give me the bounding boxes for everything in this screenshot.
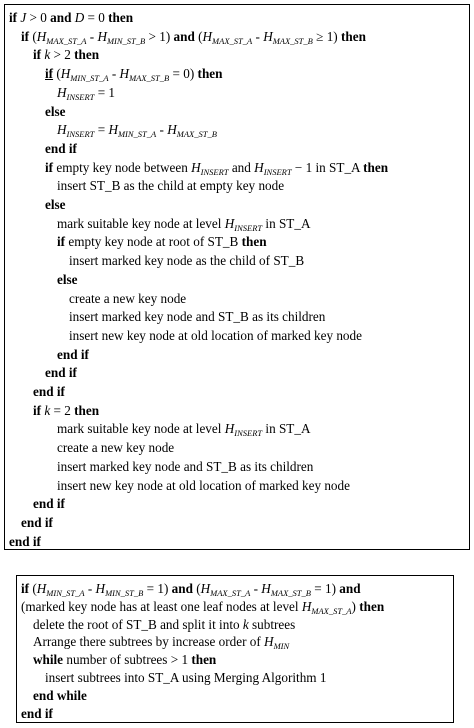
code-line bbox=[45, 102, 66, 121]
keyword: then bbox=[74, 402, 100, 418]
subscript: INSERT bbox=[66, 129, 95, 140]
code-text: - bbox=[156, 122, 168, 138]
code-text: subtrees bbox=[248, 616, 296, 632]
code-line bbox=[45, 139, 77, 158]
code-text: in ST_A bbox=[262, 215, 311, 231]
keyword: then bbox=[241, 234, 267, 250]
code-text: H bbox=[254, 159, 264, 175]
code-line bbox=[33, 45, 99, 64]
keyword: then bbox=[363, 159, 389, 175]
keyword: if bbox=[45, 66, 54, 82]
keyword: and bbox=[171, 581, 197, 596]
code-line bbox=[9, 532, 41, 551]
keyword: then bbox=[359, 598, 385, 614]
code-text: k bbox=[44, 402, 51, 418]
keyword: if bbox=[21, 581, 33, 596]
code-line bbox=[57, 457, 313, 476]
subscript: MAX_ST_B bbox=[272, 35, 313, 46]
code-text: ) bbox=[351, 598, 360, 614]
keyword: if bbox=[33, 402, 45, 418]
code-line bbox=[45, 195, 66, 214]
keyword: else bbox=[45, 197, 66, 212]
code-line bbox=[21, 513, 53, 532]
code-line bbox=[57, 232, 267, 251]
code-text: = 2 bbox=[50, 402, 75, 418]
keyword: and bbox=[339, 581, 361, 596]
code-text: insert new key node at old location of marked key node bbox=[57, 477, 350, 493]
subscript: MAX_ST_A bbox=[210, 588, 251, 598]
code-text: H bbox=[200, 581, 211, 596]
keyword: end if bbox=[21, 514, 53, 530]
code-line bbox=[33, 401, 99, 420]
keyword: end if bbox=[33, 384, 65, 399]
code-line bbox=[57, 83, 115, 102]
keyword: if bbox=[45, 159, 57, 175]
keyword: while bbox=[33, 652, 67, 668]
code-text: H bbox=[224, 421, 235, 437]
subscript: MAX_ST_B bbox=[129, 73, 170, 84]
subscript: INSERT bbox=[234, 428, 263, 439]
code-text: - bbox=[250, 581, 262, 596]
code-text: H bbox=[60, 66, 71, 82]
code-text: H bbox=[264, 634, 274, 650]
code-text: ≥ 1) bbox=[312, 28, 341, 44]
code-text: H bbox=[167, 122, 177, 138]
code-text: mark suitable key node at level bbox=[57, 421, 225, 437]
code-text: ( bbox=[53, 66, 61, 82]
code-text: create a new key node bbox=[69, 290, 187, 306]
subscript: MIN_ST_A bbox=[117, 129, 157, 140]
code-line bbox=[45, 363, 77, 382]
subscript: INSERT bbox=[263, 166, 292, 177]
code-text: - bbox=[108, 66, 120, 82]
code-text: insert subtrees into ST_A using Merging Algorithm 1 bbox=[45, 670, 327, 685]
code-text: H bbox=[95, 581, 106, 596]
code-text: ( bbox=[32, 581, 37, 596]
code-line bbox=[57, 476, 350, 495]
code-line bbox=[33, 686, 87, 705]
code-line bbox=[33, 650, 216, 669]
subscript: MIN_ST_A bbox=[46, 588, 85, 598]
keyword: end if bbox=[33, 496, 65, 512]
code-line bbox=[9, 8, 133, 27]
code-text: insert marked key node and ST_B as its children bbox=[69, 309, 326, 325]
code-text: > 2 bbox=[50, 47, 75, 63]
code-text: H bbox=[301, 598, 312, 614]
code-text: insert new key node at old location of marked key node bbox=[69, 327, 362, 343]
code-text: H bbox=[36, 28, 47, 44]
code-text: − 1 in ST_A bbox=[291, 159, 364, 175]
code-text: ( bbox=[198, 28, 203, 44]
keyword: if bbox=[21, 28, 33, 44]
code-line bbox=[33, 382, 65, 401]
subscript: MIN_ST_B bbox=[105, 588, 144, 598]
code-line bbox=[57, 120, 217, 139]
code-text: H bbox=[261, 581, 271, 596]
code-text: H bbox=[57, 122, 67, 138]
keyword: then bbox=[74, 47, 100, 63]
keyword: end if bbox=[45, 365, 77, 381]
keyword: then bbox=[108, 10, 134, 25]
code-text: > 0 bbox=[26, 10, 51, 25]
code-line bbox=[33, 494, 65, 513]
code-text: H bbox=[202, 28, 213, 44]
keyword: end if bbox=[45, 140, 77, 156]
keyword: and bbox=[50, 10, 75, 25]
keyword: then bbox=[191, 652, 217, 668]
code-line bbox=[33, 632, 289, 651]
subscript: MAX_ST_A bbox=[212, 35, 253, 46]
code-text: in ST_A bbox=[262, 421, 311, 437]
keyword: then bbox=[340, 28, 366, 44]
code-line bbox=[57, 345, 89, 364]
keyword: then bbox=[197, 66, 223, 82]
code-text: create a new key node bbox=[57, 440, 175, 456]
subscript: MIN_ST_B bbox=[106, 35, 146, 46]
subscript: MAX_ST_A bbox=[311, 605, 352, 616]
code-text: J bbox=[20, 10, 27, 25]
code-line bbox=[21, 579, 361, 598]
keyword: else bbox=[57, 271, 78, 287]
keyword: end if bbox=[57, 346, 89, 362]
code-text: and bbox=[228, 159, 255, 175]
subscript: MIN bbox=[273, 641, 290, 652]
code-line bbox=[57, 438, 174, 457]
code-text: H bbox=[57, 84, 67, 100]
code-text: empty key node at root of ST_B bbox=[68, 234, 242, 250]
code-text: H bbox=[108, 122, 118, 138]
code-text: delete the root of ST_B and split it into bbox=[33, 616, 243, 632]
code-text: number of subtrees > 1 bbox=[66, 652, 192, 668]
algorithm-box-merge bbox=[16, 575, 454, 723]
code-text: D bbox=[74, 10, 85, 25]
code-line bbox=[57, 176, 284, 195]
code-text: Arrange there subtrees by increase order of bbox=[33, 634, 265, 650]
code-line bbox=[45, 64, 222, 83]
code-line bbox=[33, 615, 295, 634]
keyword: end while bbox=[33, 687, 87, 703]
code-line bbox=[45, 158, 388, 177]
code-text: H bbox=[97, 28, 107, 44]
keyword: else bbox=[45, 103, 66, 119]
code-line bbox=[21, 597, 384, 616]
code-text: H bbox=[119, 66, 130, 82]
subscript: MAX_ST_B bbox=[176, 129, 217, 140]
code-text: = 0) bbox=[169, 66, 198, 82]
subscript: INSERT bbox=[66, 91, 95, 102]
code-text: H bbox=[191, 159, 201, 175]
code-text: - bbox=[86, 28, 98, 44]
code-text: - bbox=[84, 581, 96, 596]
code-line bbox=[69, 326, 362, 345]
code-text: ( bbox=[32, 28, 37, 44]
code-line bbox=[21, 27, 366, 46]
keyword: if bbox=[9, 10, 21, 25]
code-line bbox=[69, 251, 304, 270]
code-text: H bbox=[36, 581, 47, 596]
code-line bbox=[57, 419, 310, 438]
code-line bbox=[69, 307, 325, 326]
subscript: INSERT bbox=[200, 166, 229, 177]
keyword: end if bbox=[9, 533, 41, 549]
code-text: (marked key node has at least one leaf nodes at level bbox=[21, 598, 302, 614]
code-text: insert marked key node and ST_B as its children bbox=[57, 458, 314, 474]
subscript: INSERT bbox=[234, 222, 263, 233]
code-text: ( bbox=[196, 581, 201, 596]
code-text: mark suitable key node at level bbox=[57, 215, 225, 231]
keyword: if bbox=[33, 47, 45, 63]
algorithm-box-main bbox=[4, 4, 470, 550]
code-text: H bbox=[263, 28, 273, 44]
code-text: insert marked key node as the child of ST_B bbox=[69, 253, 305, 269]
code-line bbox=[57, 214, 310, 233]
code-text: = bbox=[94, 122, 109, 138]
code-text: = 1 bbox=[94, 84, 116, 100]
code-text: empty key node between bbox=[56, 159, 192, 175]
subscript: MAX_ST_A bbox=[46, 35, 87, 46]
subscript: MIN_ST_A bbox=[70, 73, 109, 84]
code-text: = 0 bbox=[84, 10, 109, 25]
code-text: H bbox=[224, 215, 235, 231]
code-line bbox=[45, 668, 326, 687]
keyword: and bbox=[173, 28, 199, 44]
code-text: k bbox=[44, 47, 51, 63]
keyword: if bbox=[57, 234, 69, 250]
subscript: MAX_ST_B bbox=[270, 588, 311, 598]
keyword: end if bbox=[21, 705, 53, 721]
code-text: > 1) bbox=[145, 28, 174, 44]
code-text: = 1) bbox=[310, 581, 340, 596]
code-text: - bbox=[252, 28, 264, 44]
code-text: k bbox=[242, 616, 249, 632]
code-text: = 1) bbox=[143, 581, 172, 596]
code-line bbox=[69, 289, 186, 308]
code-text: insert ST_B as the child at empty key node bbox=[57, 178, 285, 194]
code-line bbox=[57, 270, 78, 289]
code-line bbox=[21, 704, 53, 723]
